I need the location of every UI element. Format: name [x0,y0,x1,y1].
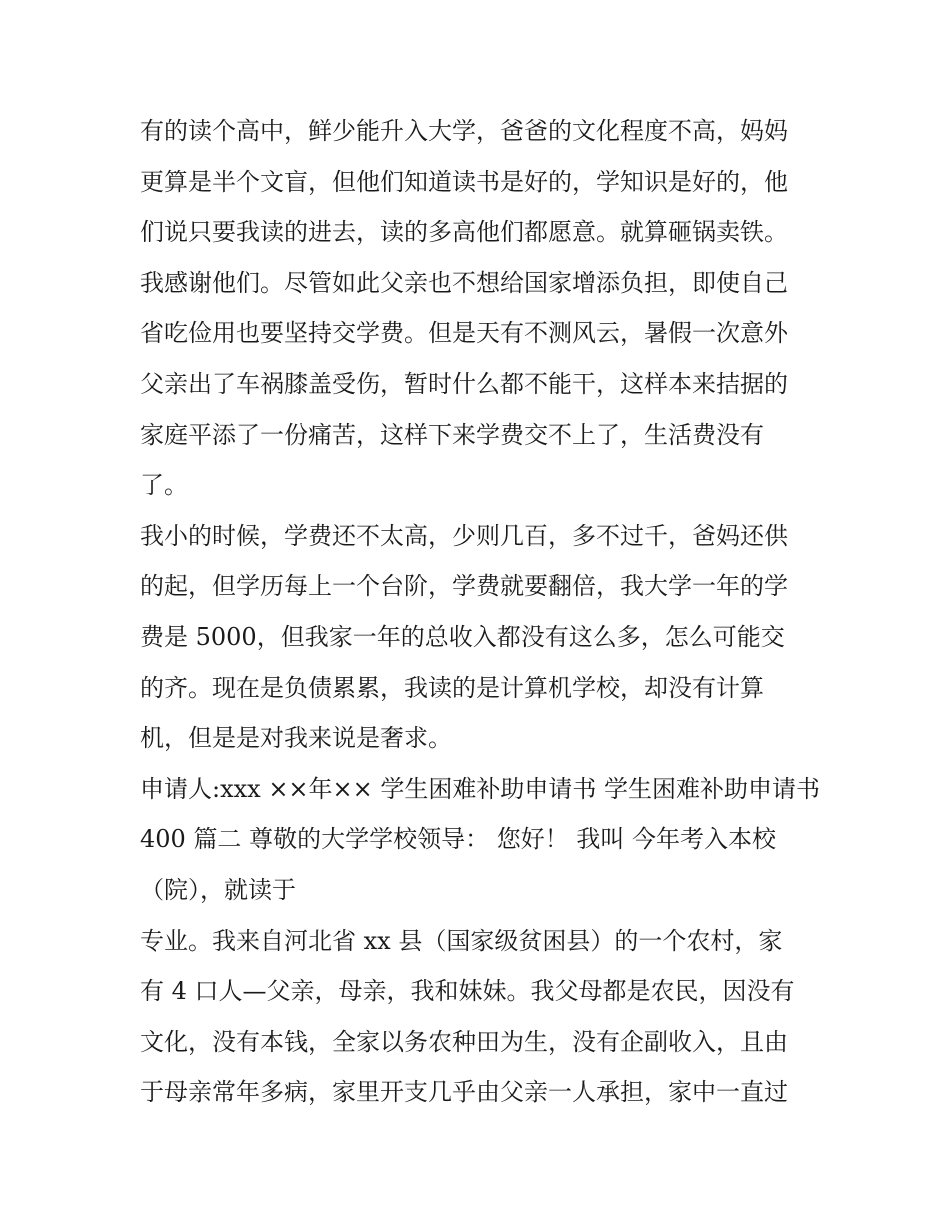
text-line: 们说只要我读的进去，读的多高他们都愿意。就算砸锅卖铁。 [140,218,788,247]
text-line: 有 4 口人—父亲，母亲，我和妹妹。我父母都是农民，因没有 [140,977,795,1006]
text-line: 有的读个高中，鲜少能升入大学，爸爸的文化程度不高，妈妈 [140,117,788,145]
text-line: 机，但是是对我来说是奢求。 [140,724,452,753]
document-body [140,106,820,1118]
text-line: 文化，没有本钱，全家以务农种田为生，没有企副收入，且由 [140,1027,788,1056]
text-line: 400 篇二 尊敬的大学学校领导： 您好！ 我叫 今年考入本校 [140,825,776,854]
text-line: 家庭平添了一份痛苦，这样下来学费交不上了，生活费没有 [140,420,764,449]
text-line: 的齐。现在是负债累累，我读的是计算机学校，却没有计算 [140,673,764,702]
text-line: 于母亲常年多病，家里开支几乎由父亲一人承担，家中一直过 [140,1078,788,1107]
text-line: 更算是半个文盲，但他们知道读书是好的，学知识是好的，他 [140,167,788,196]
text-line: （院），就读于 [140,875,296,904]
text-line: 费是 5000，但我家一年的总收入都没有这么多，怎么可能交 [140,622,785,651]
text-line: 的起，但学历每上一个台阶，学费就要翻倍，我大学一年的学 [140,572,788,601]
text-line: 父亲出了车祸膝盖受伤，暂时什么都不能干，这样本来拮据的 [140,369,788,398]
text-line: 了。 [140,471,188,500]
text-line: 申请人:xxx ××年×× 学生困难补助申请书 学生困难补助申请书 [140,774,821,803]
text-line: 我感谢他们。尽管如此父亲也不想给国家增添负担，即使自己 [140,268,788,297]
text-line: 专业。我来自河北省 xx 县（国家级贫困县）的一个农村，家 [140,926,783,955]
text-line: 我小的时候，学费还不太高，少则几百，多不过千，爸妈还供 [140,521,788,550]
text-line: 省吃俭用也要坚持交学费。但是天有不测风云，暑假一次意外 [140,319,788,348]
